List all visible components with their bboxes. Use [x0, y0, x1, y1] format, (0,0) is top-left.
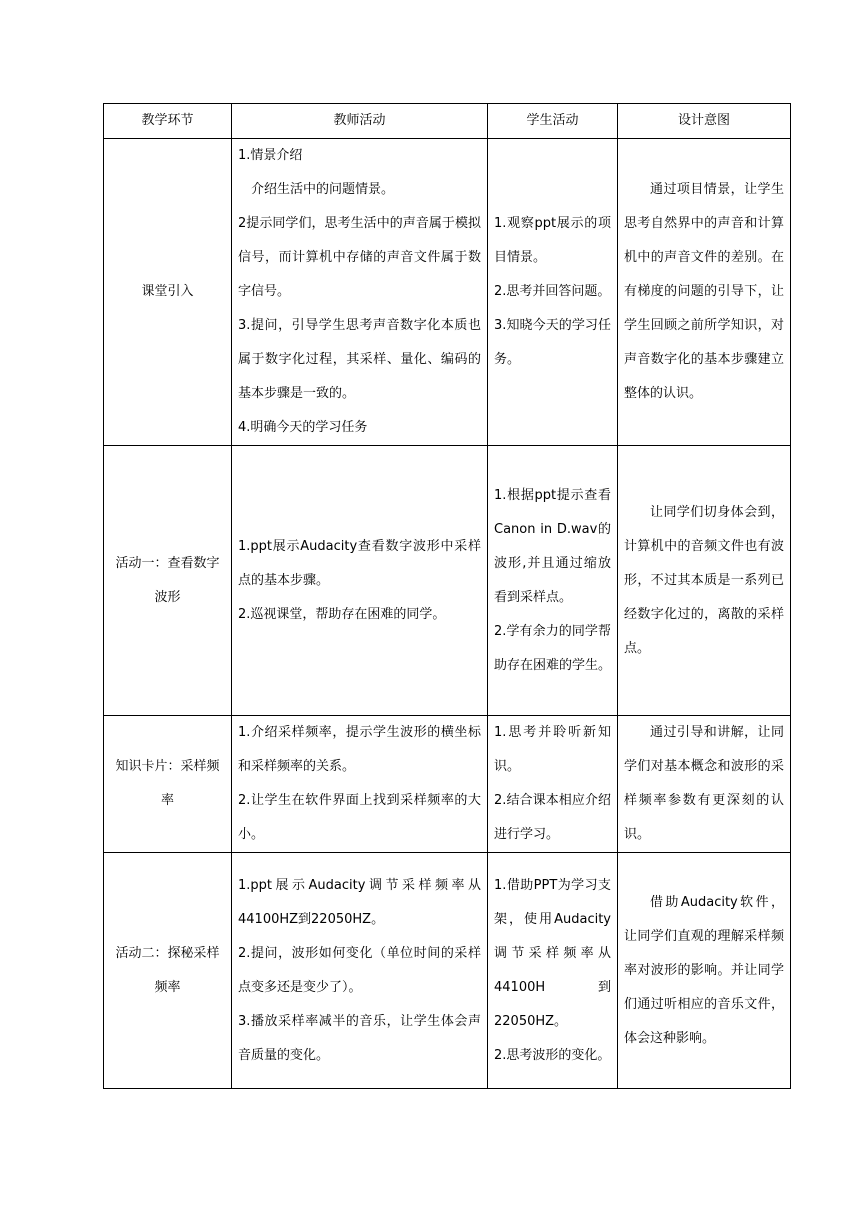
teacher-item: 3.播放采样率减半的音乐，让学生体会声音质量的变化。 — [238, 1013, 481, 1063]
table-row — [104, 446, 791, 716]
student-item: 1.借助PPT为学习支架，使用Audacity调节采样频率从44100H到22050HZ。 — [494, 877, 611, 1029]
student-activity-cell — [488, 716, 618, 853]
student-activity-cell — [488, 446, 618, 716]
teacher-activity-cell — [232, 139, 488, 446]
table-row — [104, 853, 791, 1089]
student-activity-cell — [488, 853, 618, 1089]
teacher-activity-cell — [232, 716, 488, 853]
intent-text: 通过引导和讲解，让同学们对基本概念和波形的采样频率参数有更深刻的认识。 — [624, 725, 784, 842]
student-item: 2.思考并回答问题。 — [494, 284, 611, 299]
teacher-item: 2.让学生在软件界面上找到采样频率的大小。 — [238, 793, 481, 842]
header-design-intent: 设计意图 — [618, 104, 791, 139]
design-intent-cell — [618, 716, 791, 853]
teacher-item: 2.巡视课堂，帮助存在困难的同学。 — [238, 606, 446, 622]
teacher-item: 2提示同学们，思考生活中的声音属于模拟信号，而计算机中存储的声音文件属于数字信号。 — [238, 216, 481, 299]
lesson-plan-table — [103, 103, 791, 1089]
teacher-item: 1.ppt展示Audacity查看数字波形中采样点的基本步骤。 — [238, 538, 481, 588]
intent-text: 借助Audacity软件，让同学们直观的理解采样频率对波形的影响。并让同学们通过听相应的音乐文件，体会这种影响。 — [624, 894, 784, 1046]
teacher-item: 2.提问，波形如何变化（单位时间的采样点变多还是变少了）。 — [238, 945, 481, 995]
teacher-activity-cell — [232, 446, 488, 716]
student-activity-cell — [488, 139, 618, 446]
header-teacher-activity: 教师活动 — [232, 104, 488, 139]
design-intent-cell — [618, 446, 791, 716]
header-stage: 教学环节 — [104, 104, 232, 139]
design-intent-cell — [618, 139, 791, 446]
teacher-item: 1.介绍采样频率，提示学生波形的横坐标和采样频率的关系。 — [238, 725, 481, 774]
student-item: 2.思考波形的变化。 — [494, 1047, 611, 1063]
header-student-activity: 学生活动 — [488, 104, 618, 139]
design-intent-cell — [618, 853, 791, 1089]
teacher-item: 介绍生活中的问题情景。 — [251, 182, 395, 197]
stage-cell: 课堂引入 — [104, 139, 232, 446]
teacher-item: 1.情景介绍 — [238, 148, 303, 163]
teacher-item: 1.ppt展示Audacity调节采样频率从44100HZ到22050HZ。 — [238, 877, 481, 927]
stage-cell: 活动一：查看数字波形 — [104, 446, 232, 716]
student-item: 2.结合课本相应介绍进行学习。 — [494, 793, 611, 842]
stage-cell: 知识卡片：采样频率 — [104, 716, 232, 853]
student-item: 1.观察ppt展示的项目情景。 — [494, 216, 611, 265]
student-item: 3.知晓今天的学习任务。 — [494, 318, 611, 367]
intent-text: 通过项目情景，让学生思考自然界中的声音和计算机中的声音文件的差别。在有梯度的问题的引导下，让学生回顾之前所学知识，对声音数字化的基本步骤建立整体的认识。 — [624, 182, 784, 401]
table-row — [104, 716, 791, 853]
table-row — [104, 139, 791, 446]
intent-text: 让同学们切身体会到，计算机中的音频文件也有波形，不过其本质是一系列已经数字化过的，离散的采样点。 — [624, 504, 784, 656]
teacher-item: 4.明确今天的学习任务 — [238, 420, 368, 435]
student-item: 2.学有余力的同学帮助存在困难的学生。 — [494, 623, 612, 673]
stage-cell: 活动二：探秘采样频率 — [104, 853, 232, 1089]
student-item: 1.思考并聆听新知识。 — [494, 725, 611, 774]
teacher-activity-cell — [232, 853, 488, 1089]
table-header-row — [104, 104, 791, 139]
teacher-item: 3.提问，引导学生思考声音数字化本质也属于数字化过程，其采样、量化、编码的基本步骤是一致的。 — [238, 318, 481, 401]
student-item: 1.根据ppt提示查看Canon in D.wav的波形,并且通过缩放看到采样点。 — [494, 487, 611, 605]
